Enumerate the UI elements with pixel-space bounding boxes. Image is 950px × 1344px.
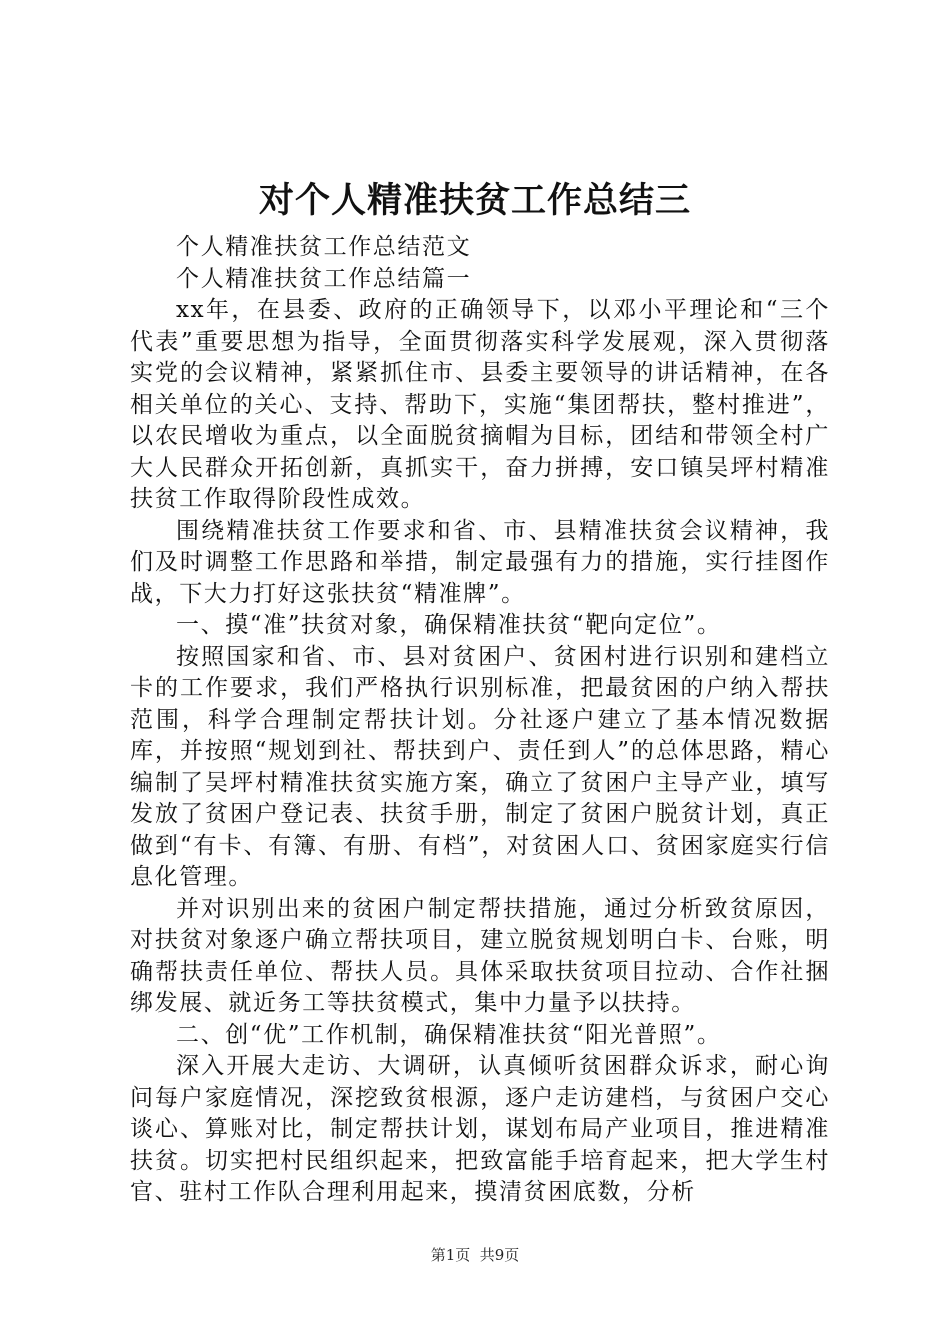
page-footer [0,1244,950,1265]
paragraph: xx年，在县委、政府的正确领导下，以邓小平理论和“三个代表”重要思想为指导，全面贯彻落实科学发展观，深入贯彻落实党的会议精神，紧紧抓住市、县委主要领导的讲话精神，在各相关单位的关心、支持、帮助下，实施“集团帮扶，整村推进”，以农民增收为重点，以全面脱贫摘帽为目标，团结和带领全村广大人民群众开拓创新，真抓实干，奋力拼搏，安口镇吴坪村精准扶贫工作取得阶段性成效。 [130,297,830,512]
paragraph-heading: 二、创“优”工作机制，确保精准扶贫“阳光普照”。 [176,1021,722,1048]
paragraph-section-heading: 个人精准扶贫工作总结篇一 [176,265,472,292]
paragraph: 并对识别出来的贫困户制定帮扶措施，通过分析致贫原因，对扶贫对象逐户确立帮扶项目，建立脱贫规划明白卡、台账，明确帮扶责任单位、帮扶人员。具体采取扶贫项目拉动、合作社捆绑发展、就近务工等扶贫模式，集中力量予以扶持。 [130,895,830,1016]
paragraph: 按照国家和省、市、县对贫困户、贫困村进行识别和建档立卡的工作要求，我们严格执行识别标准，把最贫困的户纳入帮扶范围，科学合理制定帮扶计划。分社逐户建立了基本情况数据库，并按照“规划到社、帮扶到户、责任到人”的总体思路，精心编制了吴坪村精准扶贫实施方案，确立了贫困户主导产业，填写发放了贫困户登记表、扶贫手册，制定了贫困户脱贫计划，真正做到“有卡、有簿、有册、有档”，对贫困人口、贫困家庭实行信息化管理。 [130,643,830,890]
document-title: 对个人精准扶贫工作总结三 [258,180,691,221]
paragraph-heading: 一、摸“准”扶贫对象，确保精准扶贫“靶向定位”。 [176,612,722,638]
paragraph: 深入开展大走访、大调研，认真倾听贫困群众诉求，耐心询问每户家庭情况，深挖致贫根源，逐户走访建档，与贫困户交心谈心、算账对比，制定帮扶计划，谋划布局产业项目，推进精准扶贫。切实把村民组织起来，把致富能手培育起来，把大学生村官、驻村工作队合理利用起来，摸清贫困底数，分析 [130,1053,830,1205]
paragraph-subtitle: 个人精准扶贫工作总结范文 [176,234,472,260]
paragraph: 围绕精准扶贫工作要求和省、市、县精准扶贫会议精神，我们及时调整工作思路和举措，制定最强有力的措施，实行挂图作战，下大力打好这张扶贫“精准牌”。 [130,517,830,607]
document-body [130,232,830,1209]
page-number-label: 第1页 共9页 [430,1246,520,1264]
